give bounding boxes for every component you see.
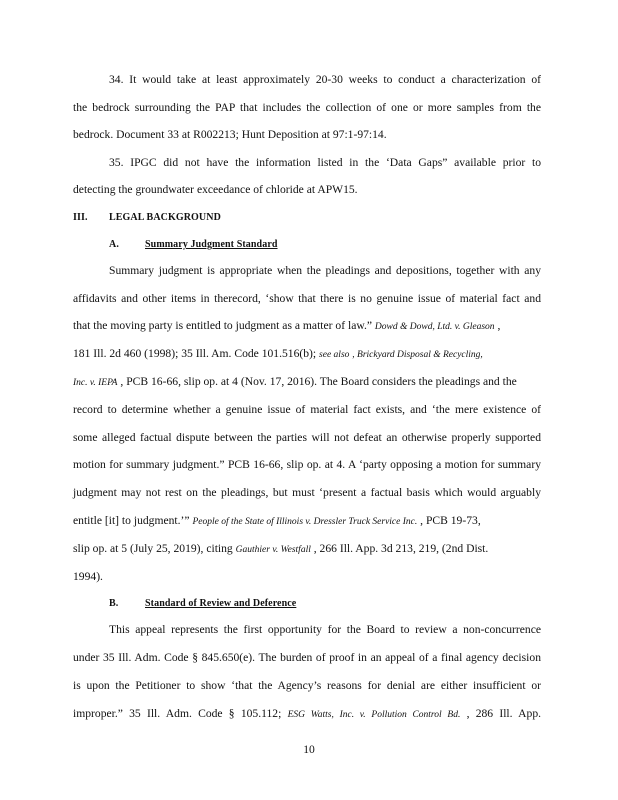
section-a-number: A. [109,239,119,250]
paraB-line4-tail: , 286 Ill. App. [466,707,542,720]
paraA-line3-text: that the moving party is entitled to judgment as a matter of law.” [73,319,372,332]
paraA-line3-tail: , [497,319,501,332]
paraA-line7: some alleged factual dispute between the parties will not defeat an otherwise properly supported [73,431,541,444]
paraA-line11-text: slip op. at 5 (July 25, 2019), citing [73,542,233,555]
para34-line2: the bedrock surrounding the PAP that includes the collection of one or more samples from the [73,101,541,114]
paraA-line2: affidavits and other items in therecord, ‘show that there is no genuine issue of material fact and [73,292,541,305]
case-cite-iepa: Inc. v. IEPA [73,378,118,388]
case-cite-gauthier: Gauthier v. Westfall [235,545,311,555]
paraA-line12: 1994). [73,570,103,583]
paraB-line2: under 35 Ill. Adm. Code § 845.650(e). The burden of proof in an appeal of a final agency decision [73,651,541,664]
paraB-line3: is upon the Petitioner to show ‘that the Agency’s reasons for denial are either insufficient or [73,679,541,692]
paraB-line4-text: improper.” 35 Ill. Adm. Code § 105.112; [73,707,282,720]
paraA-line9: judgment may not rest on the pleadings, but must ‘present a factual basis which would arguably [73,486,541,499]
paraA-line8: motion for summary judgment.” PCB 16-66, slip op. at 4. A ‘party opposing a motion for summary [73,458,541,471]
paraA-line6: record to determine whether a genuine issue of material fact exists, and ‘the mere existence of [73,403,541,416]
para35-line1: 35. IPGC did not have the information listed in the ‘Data Gaps” available prior to [109,156,541,169]
section-b-title: Standard of Review and Deference [145,598,297,609]
case-cite-dowd: Dowd & Dowd, Ltd. v. Gleason [374,322,495,332]
para34-line3: bedrock. Document 33 at R002213; Hunt Deposition at 97:1-97:14. [73,128,387,141]
paraA-line1: Summary judgment is appropriate when the pleadings and depositions, together with any [109,264,541,277]
case-cite-esg-watts: ESG Watts, Inc. v. Pollution Control Bd. [287,710,461,720]
para34-line1: 34. It would take at least approximately 20-30 weeks to conduct a characterization of [109,73,541,86]
page-number: 10 [303,743,315,756]
paraA-line4-text: 181 Ill. 2d 460 (1998); 35 Ill. Am. Code 101.516(b); [73,347,317,360]
paraA-line11 [73,542,541,557]
paraA-line11-tail: , 266 Ill. App. 3d 213, 219, (2nd Dist. [313,542,489,555]
case-cite-people-dressler: People of the State of Illinois v. Dressler Truck Service Inc. [192,517,418,527]
paraA-line4 [73,347,541,362]
paraA-line5-text: , PCB 16-66, slip op. at 4 (Nov. 17, 2016). The Board considers the pleadings and the [120,375,517,388]
paraA-line10-text: entitle [it] to judgment.’” [73,514,190,527]
section-b-number: B. [109,598,119,609]
paraA-line10 [73,514,541,529]
paraB-line4 [73,707,541,722]
paraA-line3 [73,319,541,334]
section-iii-title: LEGAL BACKGROUND [109,212,221,223]
paraA-line10-tail: , PCB 19-73, [420,514,481,527]
section-a-title: Summary Judgment Standard [145,239,278,250]
case-cite-brickyard: , Brickyard Disposal & Recycling, [352,350,483,360]
paraB-line1: This appeal represents the first opportunity for the Board to review a non-concurrence [109,623,541,636]
para35-line2: detecting the groundwater exceedance of chloride at APW15. [73,183,358,196]
section-iii-number: III. [73,212,88,223]
signal-see-also: see also [319,350,350,360]
paraA-line5 [73,375,541,390]
